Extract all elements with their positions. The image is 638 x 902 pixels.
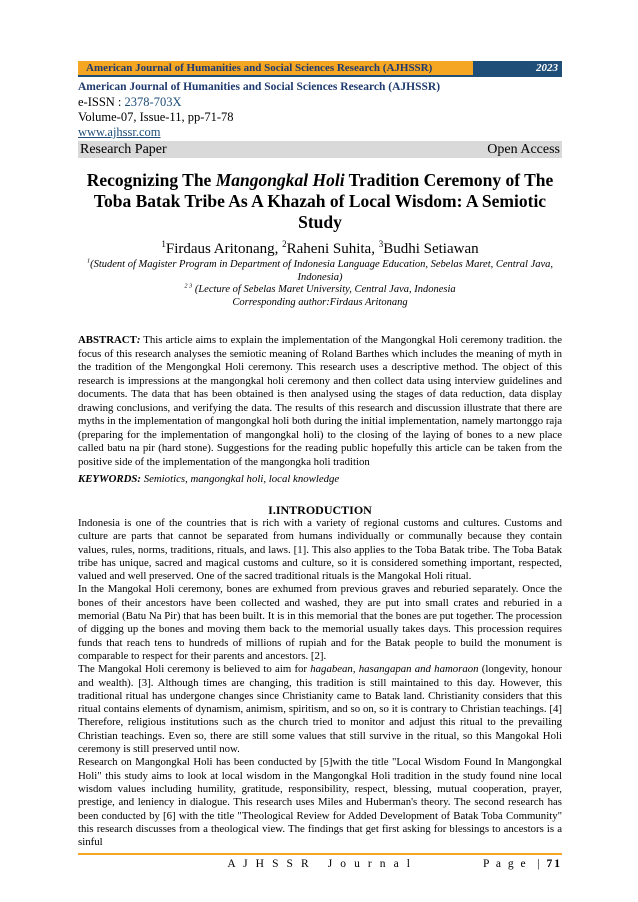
title-part-1: Recognizing The (86, 170, 216, 190)
keywords-label: KEYWORDS: (78, 473, 141, 485)
paragraph-3-italic-terms: hagabean, hasangapan and hamoraon (310, 663, 479, 676)
footer-page-label: P a g e | (483, 858, 547, 870)
paragraph-4: Research on Mangongkal Holi has been conducted by [5]with the title "Local Wisdom Found In Mangongkal Holi" this study aims to look at local wisdom in the Mangongkal Holi tradition in the study found nine local wisdom values including humility, gratitude, responsibility, respect, blessing, mutual cooperation, prayer, prestige, and leniency in dialogue. This research uses Miles and Huberman's theory. The second research has been conducted by [6] with the title "Theological Review for Added Development of Batak Toba Community" this research discusses from a theological view. The findings that get first asking for blessings to ancestors is a sinful (78, 756, 562, 849)
author-2: Raheni Suhita, (286, 241, 379, 257)
affiliation-1-text: (Student of Magister Program in Department of Indonesia Language Education, Sebelas Maret, Central Java, Indonesia) (90, 259, 554, 283)
abstract-text: This article aims to explain the implementation of the Mangongkal Holi ceremony tradition. the focus of this research analyses the semiotic meaning of Roland Barthes which includes the meaning of myth in the tradition of the Mengongkal Holi ceremony. This research uses a descriptive method. The object of this research is impressions at the mangongkal holi ceremony and then collect data using interview guidelines and documents. The data that has been obtained is then analysed using the stages of data reduction, data display drawing conclusions, and verifying the data. The results of this research and discussion illustrate that there are myths in the implementation of mangongkal holi both during the initial implementation, namely martonggo raja (preparing for the implementation of mangongkal holi) to the closing of the laying of bones to a new place called batu na pir (hard stone). Suggestions for the reading public hopefully this article can be taken from the positive side of the implementation of the mangongka holi tradition (78, 334, 562, 468)
paper-title (78, 170, 562, 233)
author-1: Firdaus Aritonang, (165, 241, 283, 257)
masthead (78, 80, 562, 140)
abstract-label: ABSTRACT (78, 334, 137, 346)
footer-page-number: 71 (546, 858, 562, 870)
title-italic-term: Mangongkal Holi (215, 170, 345, 190)
open-access-label: Open Access (487, 142, 560, 157)
header-year: 2023 (473, 61, 562, 75)
introduction-body (78, 517, 562, 849)
issn-label: e-ISSN : (78, 95, 125, 109)
author-3-index: 3 (378, 239, 384, 249)
abstract-colon: : (136, 334, 141, 346)
header-journal-name: American Journal of Humanities and Social Sciences Research (AJHSSR) (86, 62, 433, 74)
paragraph-3-end: (longevity, honour and wealth). [3]. Although times are changing, this tradition is still maintained to this day. However, this traditional ritual has undergone changes since Christianity came to Batak land. Christianity considers that this ritual contains elements of dynamism, animism, spiritism, and so on, so it is contrary to Christian teachings. [4] Therefore, religious institutions such as the church tried to monitor and adjust this ritual to the prevailing Christian teachings. Even so, there are still some values that still survive in the ritual, so this Mangokal Holi ceremony is still preserved until now. (78, 663, 562, 756)
paper-type-label: Research Paper (80, 142, 167, 157)
paragraph-2: In the Mangokal Holi ceremony, bones are exhumed from previous graves and reburied separately. Once the bones of their ancestors have been collected and washed, they are put into small crates and reburied in a memorial (Batu Na Pir) that has been built. It is in this memorial that the bones are put together. The procession of digging up the bones and moving them back to the memorial usually takes days. This procession requires funds that reach tens to hundreds of millions of rupiah and for the Batak people to build the monument is comparable to respect for their parents and ancestors. [2]. (78, 583, 562, 662)
title-part-3: Tradition Ceremony of The Toba Batak Tribe As A Khazah of Local Wisdom: A Semiotic Study (93, 170, 554, 232)
keywords-text: Semiotics, mangongkal holi, local knowledge (141, 473, 340, 485)
issn-line (78, 95, 562, 110)
abstract (78, 334, 562, 469)
paragraph-3 (78, 663, 562, 756)
paragraph-1: Indonesia is one of the countries that is rich with a variety of regional customs and cultures. Customs and culture are parts that cannot be separated from humans individually or communally because they contain values, rules, norms, traditions, rituals, and laws. [1]. This also applies to the Toba Batak tribe. The Toba Batak tribe has unique, sacred and magical customs and culture, so it is considered something important, respected, valued and well preserved. One of the sacred traditional rituals is the Mangokal Holi ritual. (78, 517, 562, 583)
affiliation-2-index: 2 3 (184, 282, 193, 290)
paragraph-3-start: The Mangokal Holi ceremony is believed to aim for (78, 663, 311, 676)
affiliation-2-text: (Lecture of Sebelas Maret University, Central Java, Indonesia (192, 284, 456, 295)
affiliation-1-index: 1 (86, 257, 91, 265)
masthead-journal-name: American Journal of Humanities and Social Sciences Research (AJHSSR) (78, 81, 441, 93)
author-3: Budhi Setiawan (383, 241, 479, 257)
author-1-index: 1 (161, 239, 166, 249)
affiliation-1 (78, 259, 562, 284)
journal-header-band (78, 61, 562, 77)
author-list (78, 240, 562, 258)
keywords (78, 473, 562, 487)
footer-page (483, 857, 562, 871)
affiliations (78, 259, 562, 309)
footer-divider (78, 853, 562, 855)
affiliation-2 (78, 284, 562, 297)
issn-value: 2378-703X (124, 95, 182, 109)
corresponding-author: Corresponding author:Firdaus Aritonang (232, 296, 408, 308)
volume-line: Volume-07, Issue-11, pp-71-78 (78, 110, 234, 124)
author-2-index: 2 (282, 239, 287, 249)
website-link[interactable]: www.ajhssr.com (78, 125, 161, 139)
section-heading-introduction: I.INTRODUCTION (268, 503, 372, 517)
footer-journal: A J H S S R J o u r n a l (227, 858, 413, 870)
paper-type-bar (78, 141, 562, 158)
